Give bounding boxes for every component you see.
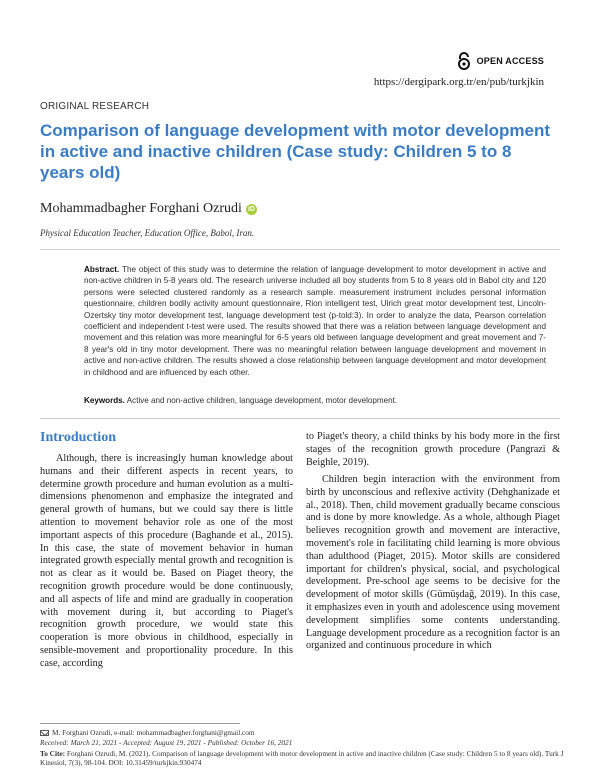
footer-contact bbox=[40, 728, 564, 737]
footer-cite-text: Forghani Ozrudi, M. (2021). Comparison of language development with motor development in active and inactive children (Case study: Children 5 to 8 years old). Turk J Kinesiol, 7(3), 98-104. DOI: 10.31459/turkjkin.930474 bbox=[40, 749, 564, 768]
intro-right-paragraph-1: to Piaget's theory, a child thinks by his body more in the first stages of the recognition growth procedure (Pangrazi & Beighle, 2019). bbox=[306, 431, 560, 468]
journal-url-link[interactable]: https://dergipark.org.tr/en/pub/turkjkin bbox=[373, 76, 544, 88]
keywords-label: Keywords. bbox=[84, 396, 125, 405]
article-title: Comparison of language development with motor development in active and inactive children (Case study: Children 5 to 8 years old) bbox=[40, 121, 551, 182]
introduction-heading: Introduction bbox=[40, 430, 116, 445]
abstract-label: Abstract. bbox=[84, 265, 120, 274]
mail-icon bbox=[40, 730, 49, 736]
footer-dates: Received: March 21, 2021 - Accepted: August 19, 2021 - Published: October 16, 2021 bbox=[40, 738, 293, 747]
abstract-text: The object of this study was to determine the relation of language development to motor development in active and non-active children in 5-8 years old. The research universe included all boy students from 5 to 8 years old in Babol city and 120 persons were selected clustered randomly as a research sample. measurement instrument includes personal information questionnaire, children bodily activity amount questionnaire, Rion intelligent test, Ulrich great motor development test, Lincoln-Ozertsky tiny motor development test, language development test (p-told:3). In order to analyze the data, Pearson correlation coefficient and independent t-test were used. The results showed that there was a relation between language development and movement and this relation was more meaningful for 6-5 years old between language development and great movement and 7-8 year's old in tiny motor development. There was no meaningful relation between language development and movement in active and non-active children. The results showed a close relationship between language development and motor development in childhood and are influenced by each other. bbox=[84, 265, 546, 377]
section-type: ORIGINAL RESEARCH bbox=[40, 101, 150, 112]
footer-citation bbox=[40, 749, 564, 768]
intro-right-paragraph-2: Children begin interaction with the environment from birth by unconscious and reflexive activity (Dehghanizade et al., 2018). Then, child movement gradually became conscious and is done by more knowledge. As a whole, although Piaget believes recognition growth and movement are interactive, movement's role in facilitating child learning is more obvious than adulthood (Piaget, 2015). Motor skills are considered important for children's physical, social, and psychological development. Pre-school age seems to be decisive for the development of motor skills (Gümüşdağ, 2019). In this case, it emphasizes even in youth and adolescence using movement development simplifies some contents understanding. Language development procedure as a recognition factor is an organized and continuous procedure in which bbox=[306, 474, 560, 652]
author-line bbox=[40, 201, 257, 217]
abstract bbox=[84, 264, 546, 378]
keywords bbox=[84, 396, 546, 405]
abstract-bottom-divider bbox=[40, 418, 560, 419]
footnote-divider bbox=[40, 723, 240, 724]
footer-cite-label: To Cite: bbox=[40, 749, 66, 758]
author-name: Mohammadbagher Forghani Ozrudi bbox=[40, 201, 242, 216]
open-access-badge bbox=[457, 52, 544, 70]
abstract-top-divider bbox=[40, 249, 560, 250]
author-affiliation: Physical Education Teacher, Education Office, Babol, Iran. bbox=[40, 228, 255, 238]
orcid-icon[interactable]: iD bbox=[247, 205, 255, 213]
intro-left-column: Although, there is increasingly human knowledge about humans and their different aspects in recent years, to determine growth procedure and human evolution as a multi-dimensions phenomenon and emphasize the integrated and general growth of humans, but we could say there is little attention to movement behavior role as one of the most important aspects of this procedure (Baghande et al., 2015). In this case, the state of movement behavior in human integrated growth especially mental growth and recognition is not as clear as it would be. Based on Piaget theory, the recognition growth procedure would be done continuously, and all aspects of life and mind are gradually in cooperation with movement during it, but according to Piaget's recognition growth procedure, we would state this cooperation is more obvious in childhood, especially in sensible-movement and proportionality procedure. In this case, according bbox=[40, 453, 293, 669]
open-access-lock-icon bbox=[457, 52, 471, 70]
keywords-text: Active and non-active children, language development, motor development. bbox=[126, 396, 398, 405]
open-access-label: OPEN ACCESS bbox=[476, 56, 544, 66]
footer-contact-text: M. Forghani Ozrudi, e-mail: mohammadbagher.forghani@gmail.com bbox=[52, 728, 255, 737]
